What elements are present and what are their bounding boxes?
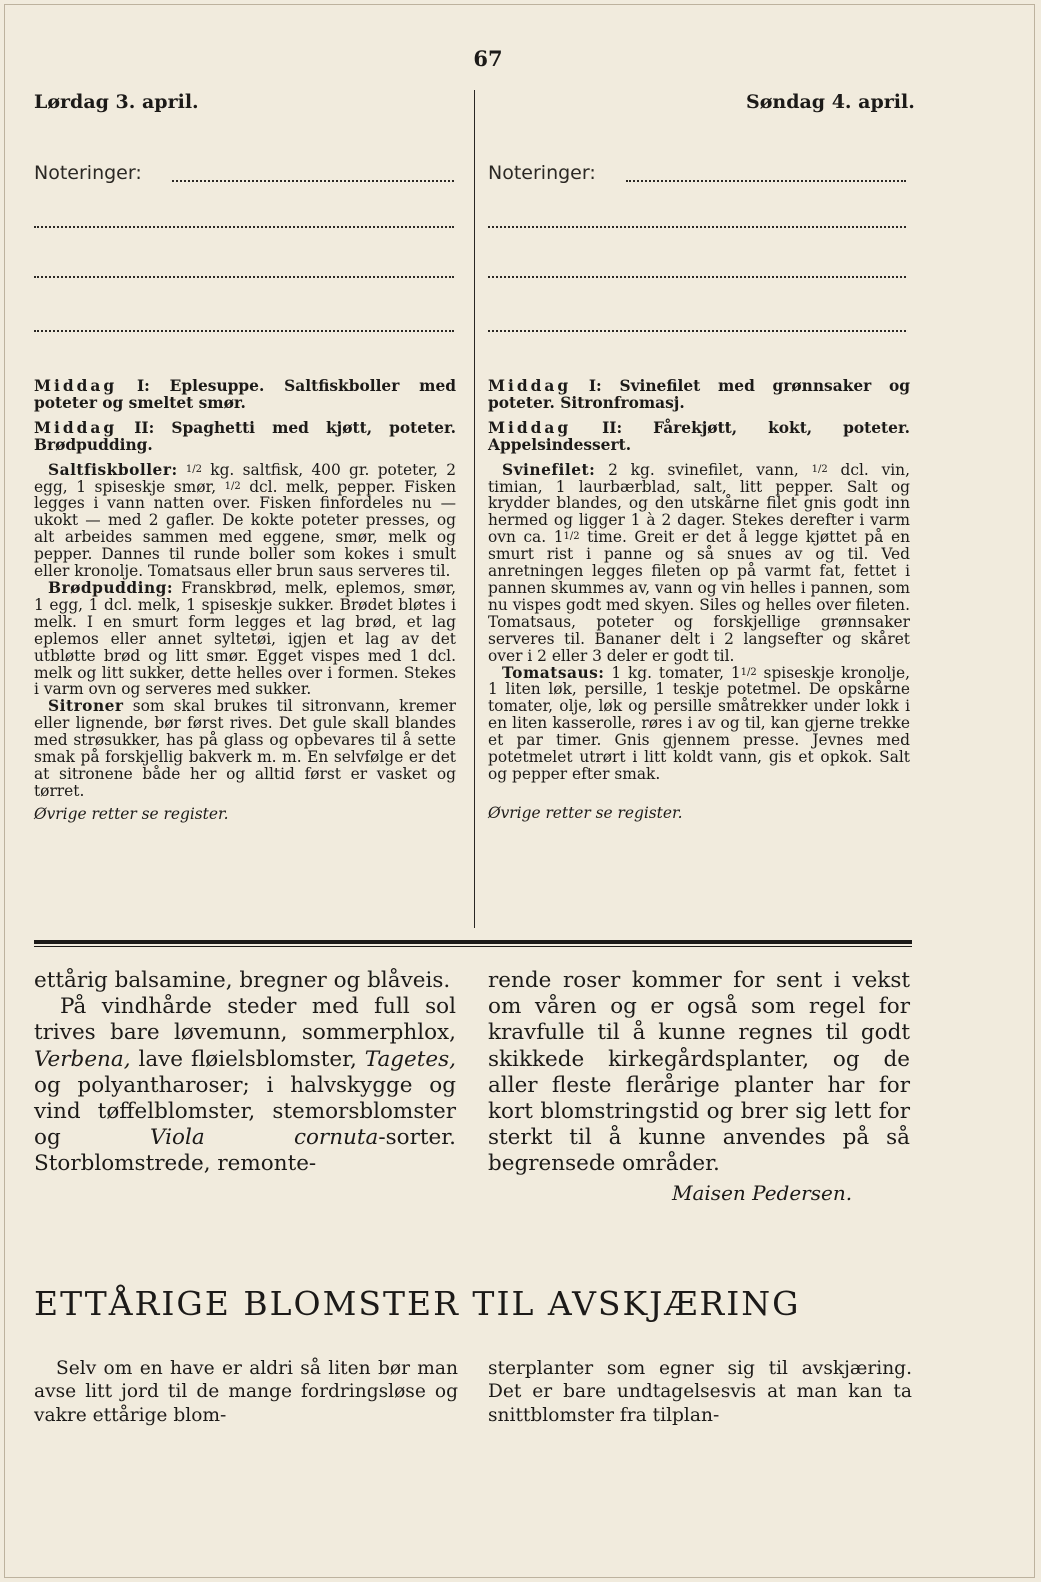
left-notes-line-4	[34, 330, 454, 332]
column-divider	[474, 90, 475, 928]
left-notes-label: Noteringer:	[34, 162, 142, 184]
left-notes-line-3	[34, 276, 454, 278]
left-recipe-saltfiskboller: Saltfiskboller: 1/2 kg. saltfisk, 400 gr. poteter, 2 egg, 1 spiseskje smør, 1/2 dcl. melk, pepper. Fisken legges i vann natten over. Fisken finfordeles nu — ukokt — med 2 gafler. De kokte poteter presses, og alt arbeides sammen med eggene, smør, melk og pepper. Dannes til runde boller som kokes i smult eller kronolje. Tomatsaus eller brun saus serveres til.	[34, 460, 457, 581]
section-rule-thick	[34, 940, 912, 944]
left-recipe-sitroner: Sitroner som skal brukes til sitronvann, kremer eller lignende, bør først rives. Det gule skall blandes med strøsukker, has på glass og opbevares til å sette smak på forskjellig bakverk m. m. En selvfølge er det at sitronene både her og alltid først er vasket og tørret.	[34, 697, 456, 800]
right-day-heading: Søndag 4. april.	[746, 91, 915, 113]
section-rule-thin	[34, 946, 912, 947]
article-col1-para2: På vindhårde steder med full sol trives bare løvemunn, sommerphlox, Verbena, lave fløielsblomster, Tagetes, og polyantharoser; i halvskygge og vind tøffelblomster, stemorsblomster og Viola cornuta-sorter. Storblomstrede, remonte-	[34, 994, 456, 1177]
left-notes-line-1	[172, 180, 454, 182]
right-notes-line-1	[626, 180, 906, 182]
right-recipe-svinefilet: Svinefilet: 2 kg. svinefilet, vann, 1/2 dcl. vin, timian, 1 laurbærblad, salt, litt pepper. Salt og krydder blandes, og den utskårne filet gnis godt inn hermed og ligger 1 à 2 dager. Stekes derefter i varm ovn ca. 11/2 time. Greit er det å legge kjøttet på en smurt rist i panne og så snues av og til. Ved anretningen legges fileten op på varmt fat, fettet i pannen skummes av, vann og vin helles i pannen, som nu vispes godt med skyen. Siles og helles over fileten. Tomatsaus, poteter og forskjellige grønnsaker serveres til. Bananer delt i 2 langsefter og skåret over i 2 eller 3 deler er godt til.	[488, 460, 910, 665]
right-meal-1: Middag I: Svinefilet med grønnsaker og poteter. Sitronfromasj.	[488, 377, 911, 412]
left-meal-1: Middag I: Eplesuppe. Saltfiskboller med poteter og smeltet smør.	[34, 377, 456, 412]
section-column-1	[34, 1357, 458, 1427]
section-col2-text: sterplanter som egner sig til avskjæring. Det er bare undtagelsesvis at man kan ta snittblomster fra tilplan-	[488, 1358, 912, 1426]
section-column-2	[488, 1357, 912, 1427]
article-column-1	[34, 968, 456, 1178]
section-title: ETTÅRIGE BLOMSTER TIL AVSKJÆRING	[34, 1284, 801, 1323]
left-day-heading: Lørdag 3. april.	[34, 91, 199, 113]
right-notes-label: Noteringer:	[488, 162, 596, 184]
right-recipe-tomatsaus: Tomatsaus: 1 kg. tomater, 11/2 spiseskje kronolje, 1 liten løk, persille, 1 teskje potetmel. De opskårne tomater, olje, løk og persille småtrekker under lokk i en liten kasserolle, røres i av og til, kan gjerne trekke et par timer. Gnis gjennem presse. Jevnes med potetmelet utrørt i litt koldt vann, gis et opkok. Salt og pepper efter smak.	[488, 663, 910, 783]
right-meal-2: Middag II: Fårekjøtt, kokt, poteter. Appelsindessert.	[488, 418, 910, 454]
article-column-2	[488, 968, 910, 1178]
right-notes-line-4	[488, 330, 906, 332]
right-notes-line-2	[488, 226, 906, 228]
left-notes-line-2	[34, 226, 454, 228]
section-col1-text: Selv om en have er aldri så liten bør man avse litt jord til de mange fordringsløse og vakre ettårige blom-	[34, 1358, 458, 1426]
right-notes-line-3	[488, 276, 906, 278]
right-recipes	[488, 378, 910, 822]
left-recipe-brodpudding: Brødpudding: Franskbrød, melk, eplemos, smør, 1 egg, 1 dcl. melk, 1 spiseskje sukker. Brødet bløtes i melk. I en smurt form legges et lag brød, et lag eplemos eller annet syltetøi, igjen et lag av det utbløtte brød og litt smør. Egget vispes med 1 dcl. melk og litt sukker, dette helles over i formen. Stekes i varm ovn og serveres med sukker.	[34, 578, 456, 699]
article-col1-para1: ettårig balsamine, bregner og blåveis.	[34, 968, 451, 993]
article-col2-para1: rende roser kommer for sent i vekst om våren og er også som regel for kravfulle til å kunne regnes til godt skikkede kirkegårdsplanter, og de aller fleste flerårige planter har for kort blomstringstid og brer sig lett for sterkt til å kunne anvendes på så begrensede områder.	[488, 968, 910, 1177]
page-number: 67	[473, 46, 503, 71]
left-other-dishes: Øvrige retter se register.	[34, 804, 229, 823]
article-author: Maisen Pedersen.	[672, 1181, 853, 1205]
right-other-dishes: Øvrige retter se register.	[488, 803, 683, 822]
left-recipes	[34, 378, 456, 823]
left-meal-2: Middag II: Spaghetti med kjøtt, poteter. Brødpudding.	[34, 418, 457, 454]
